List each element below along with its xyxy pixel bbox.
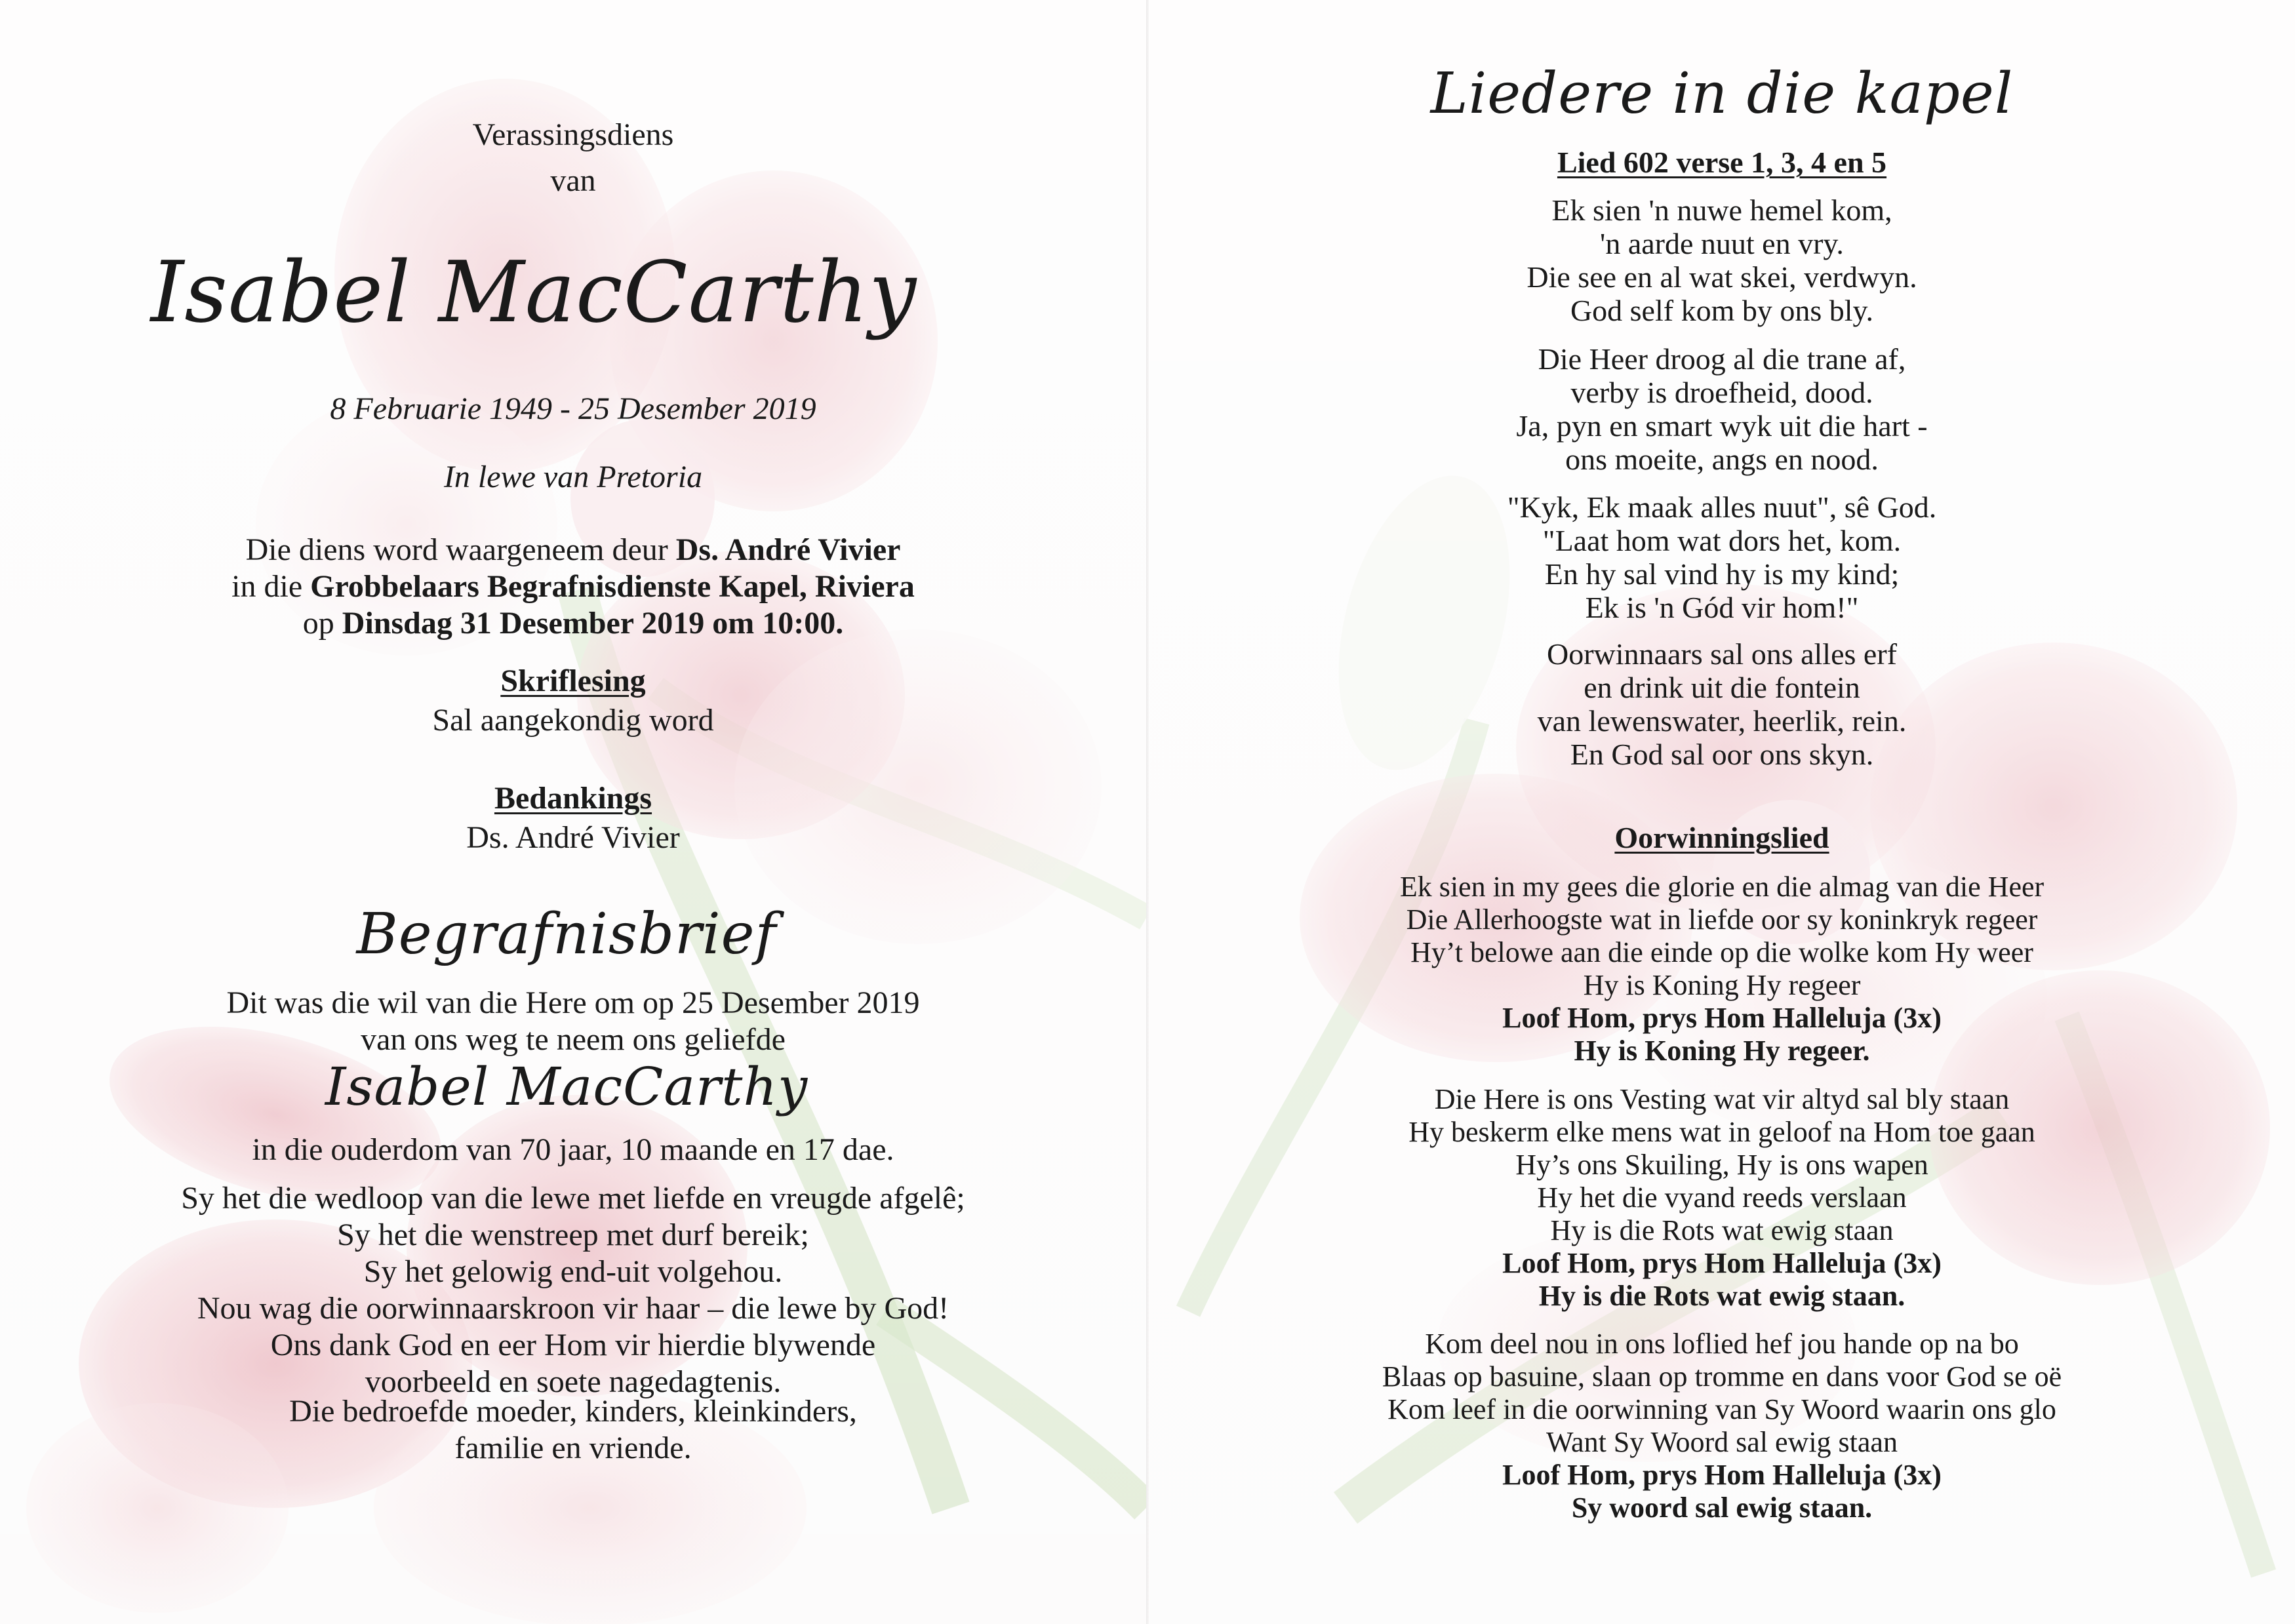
victory-verse <box>1149 1328 2295 1524</box>
hymn-line: Oorwinnaars sal ons alles erf <box>1547 637 1897 671</box>
thanks-text: Ds. André Vivier <box>466 820 680 855</box>
victory-line: Hy’t belowe aan die einde op die wolke kom Hy weer <box>1410 936 2033 968</box>
letter-intro <box>0 985 1146 1058</box>
venue-prefix: in die <box>231 569 311 604</box>
victory-verse <box>1149 871 2295 1067</box>
victory-chorus-line: Loof Hom, prys Hom Halleluja (3x) <box>1502 1459 1942 1491</box>
letter-body-line: Sy het die wedloop van die lewe met liefde en vreugde afgelê; <box>181 1181 965 1216</box>
letter-closing-line: familie en vriende. <box>454 1431 692 1465</box>
victory-title: Oorwinningslied <box>1614 821 1829 854</box>
victory-line: Want Sy Woord sal ewig staan <box>1546 1426 1898 1458</box>
service-header <box>0 117 1146 199</box>
letter-heading: Begrafnisbrief <box>356 901 777 967</box>
venue-line <box>0 568 1146 605</box>
letter-closing-line: Die bedroefde moeder, kinders, kleinkinders, <box>289 1394 857 1429</box>
victory-line: Die Here is ons Vesting wat vir altyd sal bly staan <box>1434 1083 2010 1115</box>
scripture-heading: Skriflesing <box>500 663 646 698</box>
victory-line: Hy het die vyand reeds verslaan <box>1537 1181 1907 1214</box>
victory-line: Hy’s ons Skuiling, Hy is ons wapen <box>1515 1149 1928 1181</box>
service-type: Verassingsdiens <box>472 117 674 152</box>
hymn-line: Ek is 'n Gód vir hom!" <box>1585 591 1859 624</box>
letter-age: in die ouderdom van 70 jaar, 10 maande en 17 dae. <box>252 1132 894 1167</box>
letter-body-line: Nou wag die oorwinnaarskroon vir haar – die lewe by God! <box>197 1291 949 1326</box>
hymn-line: en drink uit die fontein <box>1584 671 1860 704</box>
letter-intro-line: Dit was die wil van die Here om op 25 Desember 2019 <box>226 985 920 1020</box>
victory-line: Kom deel nou in ons loflied hef jou hande op na bo <box>1425 1328 2019 1360</box>
victory-chorus-line: Hy is die Rots wat ewig staan. <box>1538 1280 1906 1312</box>
victory-line: Die Allerhoogste wat in liefde oor sy koninkryk regeer <box>1406 903 2038 936</box>
victory-line: Hy is Koning Hy regeer <box>1583 969 1861 1001</box>
thanks-heading: Bedankings <box>494 781 652 816</box>
victory-line: Ek sien in my gees die glorie en die almag van die Heer <box>1399 871 2045 903</box>
hymn-line: En hy sal vind hy is my kind; <box>1544 557 1900 591</box>
officiant-prefix: Die diens word waargeneem deur <box>245 532 676 567</box>
hymn-line: "Kyk, Ek maak alles nuut", sê God. <box>1507 490 1937 524</box>
service-of: van <box>550 163 596 198</box>
letter-intro-line: van ons weg te neem ons geliefde <box>361 1022 786 1057</box>
right-page <box>1149 0 2295 1624</box>
hymn-line: Ja, pyn en smart wyk uit die hart - <box>1516 409 1928 443</box>
scripture-text: Sal aangekondig word <box>432 703 714 738</box>
date-line <box>0 605 1146 642</box>
hymn-line: God self kom by ons bly. <box>1570 294 1874 327</box>
hymn-verse <box>1149 342 2295 476</box>
thanks-section <box>0 780 1146 856</box>
victory-line: Blaas op basuine, slaan op tromme en dans voor God se oë <box>1382 1360 2062 1393</box>
scripture-section <box>0 663 1146 739</box>
hymn-line: En God sal oor ons skyn. <box>1570 738 1874 771</box>
victory-chorus-line: Loof Hom, prys Hom Halleluja (3x) <box>1502 1002 1942 1034</box>
letter-closing <box>0 1393 1146 1467</box>
letter-body-line: Ons dank God en eer Hom vir hierdie blywende <box>270 1328 876 1362</box>
hymn-verse <box>1149 193 2295 327</box>
service-datetime: Dinsdag 31 Desember 2019 om 10:00. <box>342 606 844 641</box>
victory-chorus-line: Sy woord sal ewig staan. <box>1571 1492 1873 1524</box>
letter-body-line: voorbeeld en soete nagedagtenis. <box>365 1364 782 1399</box>
venue-name: Grobbelaars Begrafnisdienste Kapel, Riviera <box>310 569 915 604</box>
victory-chorus-line: Hy is Koning Hy regeer. <box>1574 1035 1870 1067</box>
hymn-line: Ek sien 'n nuwe hemel kom, <box>1551 193 1892 227</box>
hymn-line: verby is droefheid, dood. <box>1570 376 1873 409</box>
service-details <box>0 532 1146 642</box>
residence: In lewe van Pretoria <box>443 460 703 494</box>
date-prefix: op <box>302 606 342 641</box>
hymn-line: Die Heer droog al die trane af, <box>1538 342 1906 376</box>
left-page <box>0 0 1146 1624</box>
life-dates: 8 Februarie 1949 - 25 Desember 2019 <box>330 391 816 426</box>
letter-body-line: Sy het die wenstreep met durf bereik; <box>337 1218 809 1252</box>
officiant-name: Ds. André Vivier <box>675 532 901 567</box>
letter-deceased-name: Isabel MacCarthy <box>325 1056 808 1117</box>
hymn-line: Die see en al wat skei, verdwyn. <box>1527 260 1917 294</box>
hymn-verse <box>1149 637 2295 771</box>
letter-body-line: Sy het gelowig end-uit volgehou. <box>363 1254 783 1289</box>
victory-line: Kom leef in die oorwinning van Sy Woord waarin ons glo <box>1387 1393 2056 1425</box>
victory-line: Hy beskerm elke mens wat in geloof na Hom toe gaan <box>1408 1116 2035 1148</box>
victory-line: Hy is die Rots wat ewig staan <box>1550 1214 1894 1246</box>
hymn-line: ons moeite, angs en nood. <box>1565 443 1879 476</box>
hymn-line: "Laat hom wat dors het, kom. <box>1542 524 1902 557</box>
hymn-line: 'n aarde nuut en vry. <box>1600 227 1844 260</box>
letter-body <box>0 1180 1146 1400</box>
hymn-line: van lewenswater, heerlik, rein. <box>1537 704 1907 738</box>
hymn-verse <box>1149 490 2295 624</box>
officiant-line <box>0 532 1146 568</box>
songs-heading: Liedere in die kapel <box>1430 61 2014 127</box>
hymn-title: Lied 602 verse 1, 3, 4 en 5 <box>1557 146 1887 179</box>
victory-verse <box>1149 1083 2295 1313</box>
deceased-name: Isabel MacCarthy <box>150 244 917 342</box>
victory-chorus-line: Loof Hom, prys Hom Halleluja (3x) <box>1502 1247 1942 1279</box>
